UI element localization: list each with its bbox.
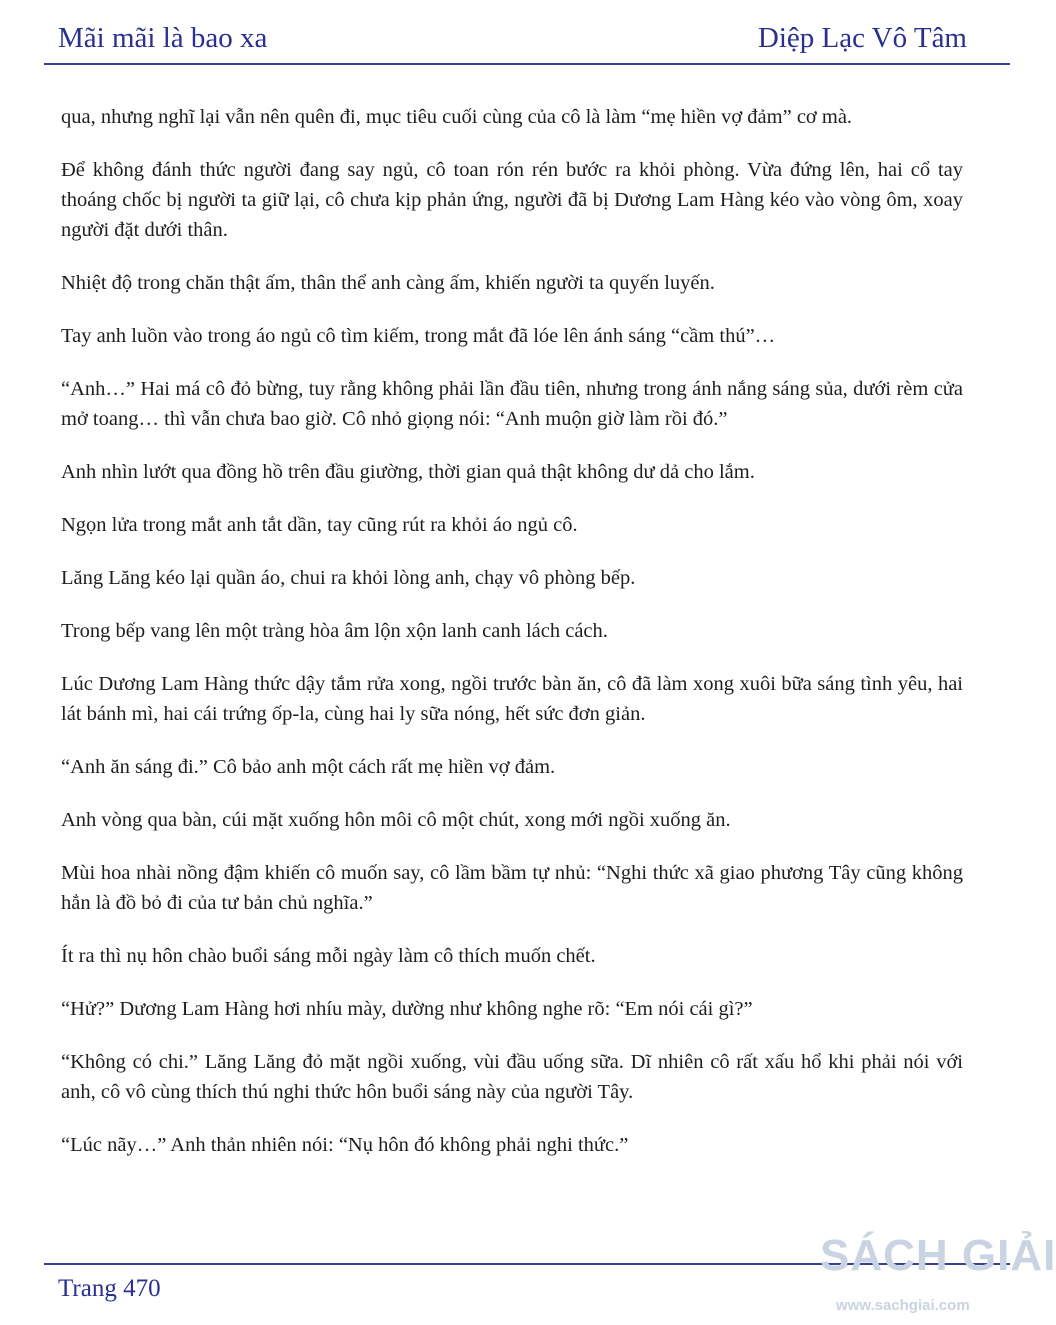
paragraph: “Anh…” Hai má cô đỏ bừng, tuy rằng không phải lần đầu tiên, nhưng trong ánh nắng sáng sủa, dưới rèm cửa mở toang… thì vẫn chưa bao giờ. Cô nhỏ giọng nói: “Anh muộn giờ làm rồi đó.” <box>61 378 963 430</box>
watermark-url: www.sachgiai.com <box>836 1297 970 1314</box>
page-body <box>61 102 963 1183</box>
paragraph: Mùi hoa nhài nồng đậm khiến cô muốn say, cô lầm bầm tự nhủ: “Nghi thức xã giao phương Tây cũng không hẳn là đồ bỏ đi của tư bản chủ nghĩa.” <box>61 862 963 914</box>
header-divider <box>44 63 1010 65</box>
paragraph: “Hử?” Dương Lam Hàng hơi nhíu mày, dường như không nghe rõ: “Em nói cái gì?” <box>61 998 753 1020</box>
paragraph: Ít ra thì nụ hôn chào buổi sáng mỗi ngày làm cô thích muốn chết. <box>61 945 596 967</box>
page-number: Trang 470 <box>58 1275 161 1302</box>
paragraph: Anh nhìn lướt qua đồng hồ trên đầu giường, thời gian quả thật không dư dả cho lắm. <box>61 461 755 483</box>
paragraph: Nhiệt độ trong chăn thật ấm, thân thể anh càng ấm, khiến người ta quyến luyến. <box>61 272 715 294</box>
book-title: Mãi mãi là bao xa <box>58 22 268 54</box>
paragraph: Trong bếp vang lên một tràng hòa âm lộn xộn lanh canh lách cách. <box>61 620 608 642</box>
paragraph: Để không đánh thức người đang say ngủ, cô toan rón rén bước ra khỏi phòng. Vừa đứng lên, hai cổ tay thoáng chốc bị người ta giữ lại, cô chưa kịp phản ứng, người đã bị Dương Lam Hàng kéo vào vòng ôm, xoay người đặt dưới thân. <box>61 159 963 241</box>
watermark <box>818 1227 1056 1325</box>
paragraph: Ngọn lửa trong mắt anh tắt dần, tay cũng rút ra khỏi áo ngủ cô. <box>61 514 578 536</box>
paragraph: qua, nhưng nghĩ lại vẫn nên quên đi, mục tiêu cuối cùng của cô là làm “mẹ hiền vợ đảm” cơ mà. <box>61 106 853 128</box>
paragraph: “Anh ăn sáng đi.” Cô bảo anh một cách rất mẹ hiền vợ đảm. <box>61 756 556 778</box>
author-name: Diệp Lạc Vô Tâm <box>757 22 967 54</box>
paragraph: Tay anh luồn vào trong áo ngủ cô tìm kiếm, trong mắt đã lóe lên ánh sáng “cầm thú”… <box>61 325 776 347</box>
paragraph: Lúc Dương Lam Hàng thức dậy tắm rửa xong, ngồi trước bàn ăn, cô đã làm xong xuôi bữa sáng tình yêu, hai lát bánh mì, hai cái trứng ốp-la, cùng hai ly sữa nóng, hết sức đơn giản. <box>61 673 963 725</box>
watermark-logo: SÁCH GIẢI <box>820 1231 1056 1280</box>
paragraph: Anh vòng qua bàn, cúi mặt xuống hôn môi cô một chút, xong mới ngồi xuống ăn. <box>61 809 731 831</box>
paragraph: Lăng Lăng kéo lại quần áo, chui ra khỏi lòng anh, chạy vô phòng bếp. <box>61 567 636 589</box>
paragraph: “Lúc nãy…” Anh thản nhiên nói: “Nụ hôn đó không phải nghi thức.” <box>61 1134 629 1156</box>
paragraph: “Không có chi.” Lăng Lăng đỏ mặt ngồi xuống, vùi đầu uống sữa. Dĩ nhiên cô rất xấu hổ khi phải nói với anh, cô vô cùng thích thú nghi thức hôn buổi sáng này của người Tây. <box>61 1051 963 1103</box>
